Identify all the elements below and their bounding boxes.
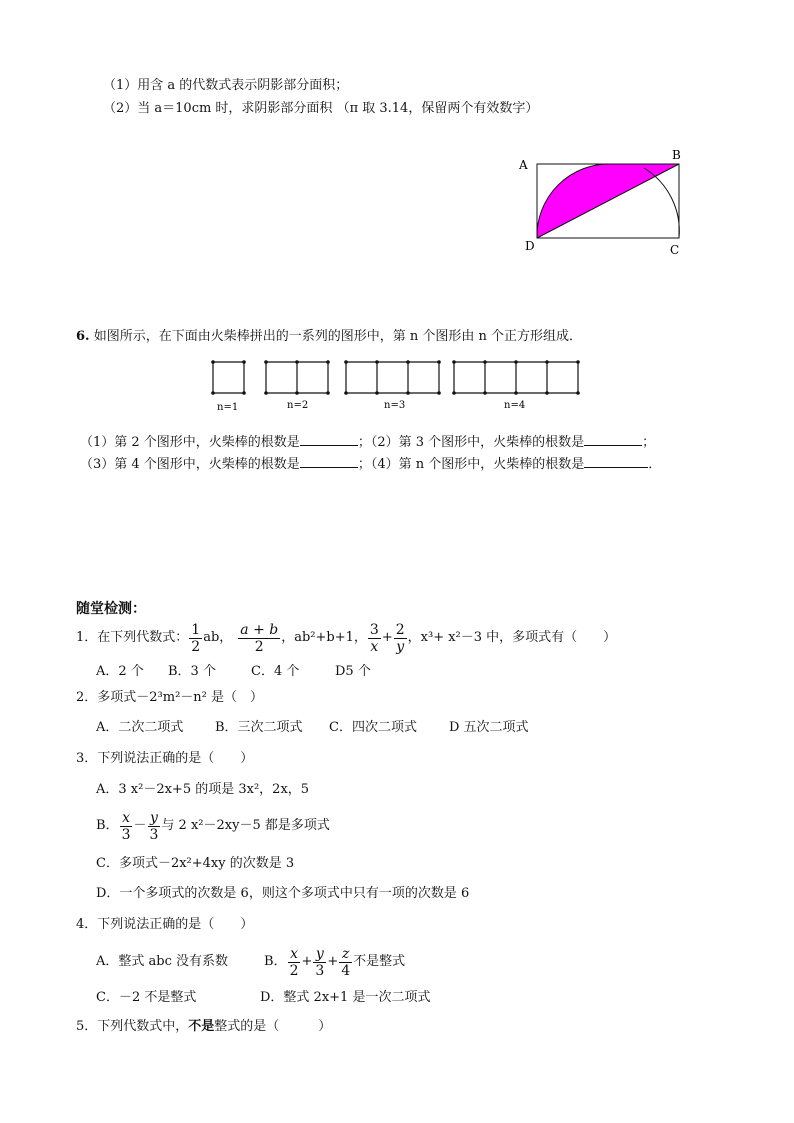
quiz-q3-option-d[interactable]: D．一个多项式的次数是 6，则这个多项式中只有一项的次数是 6 (96, 886, 470, 901)
q6-stem (76, 329, 582, 345)
matchstick-joint (437, 391, 441, 395)
matchstick-joint (264, 391, 268, 395)
label-d: D (525, 239, 535, 253)
q5-part1: （1）用含 a 的代数式表示阴影部分面积； (103, 78, 349, 93)
q6-sub4-end: ． (648, 457, 662, 472)
quiz-q1-option-d[interactable]: D5 个 (335, 664, 371, 679)
matchstick-group-n4 (452, 360, 580, 395)
matchstick-joint (545, 391, 549, 395)
quiz-q3-option-b[interactable] (96, 806, 330, 846)
quiz-q3-b-prefix: B． (96, 818, 119, 833)
matchstick-joint (295, 360, 299, 364)
quiz-q1-option-c[interactable]: C．4 个 (251, 664, 300, 679)
matchstick-group-n2 (264, 360, 330, 395)
quiz-q1-prefix: 1．在下列代数式： (76, 630, 189, 645)
quiz-q1-option-a[interactable]: A．2 个 (96, 664, 144, 679)
fraction-x-3: $\frac{x}{3}$ (121, 809, 131, 843)
quiz-q2-option-a[interactable]: A．二次二项式 (96, 720, 184, 735)
answer-blank-3[interactable] (300, 455, 358, 468)
quiz-q4-b-suffix: 不是整式 (353, 954, 406, 969)
matchstick-joint (452, 391, 456, 395)
matchstick-joint (483, 391, 487, 395)
fraction-3-x: $\frac{3}{x}$ (369, 621, 379, 655)
matchstick-group-n3 (344, 360, 441, 395)
matchstick-joint (242, 360, 246, 364)
fraction-y-3b: $\frac{y}{3}$ (315, 945, 325, 979)
quiz-q4-options-ab (96, 942, 405, 982)
caption-n4: n=4 (504, 400, 526, 411)
matchstick-joint (344, 360, 348, 364)
caption-n1: n=1 (217, 402, 239, 413)
matchstick-joint (375, 360, 379, 364)
q6-sub4: ；（4）第 n 个图形中，火柴棒的根数是 (357, 457, 585, 472)
matchstick-group-n1 (211, 360, 246, 395)
quiz-q1-ab: ab， (203, 630, 233, 645)
label-a: A (519, 158, 528, 172)
q6-stem-text: 如图所示，在下面由火柴棒拼出的一系列的图形中，第 n 个图形由 n 个正方形组成． (93, 329, 582, 344)
quiz-q3-b-suffix: 与 2 x²－2xy－5 都是多项式 (161, 818, 330, 833)
matchstick-joint (576, 391, 580, 395)
q6-sub1: （1）第 2 个图形中，火柴棒的根数是 (80, 435, 300, 450)
quiz-q1-stem (76, 618, 616, 658)
quiz-q1-option-b[interactable]: B．3 个 (168, 664, 216, 679)
label-b: B (672, 148, 681, 162)
quiz-q1-suffix: ，x³+ x²－3 中，多项式有（ ） (407, 630, 617, 645)
fraction-y-3: $\frac{y}{3}$ (149, 809, 159, 843)
q5-part2: （2）当 a＝10cm 时，求阴影部分面积 （π 取 3.14，保留两个有效数字） (103, 101, 539, 116)
q6-number: 6. (76, 329, 90, 344)
quiz-q4-option-d[interactable]: D．整式 2x+1 是一次二项式 (260, 990, 431, 1005)
quiz-q3-stem: 3．下列说法正确的是（ ） (76, 751, 254, 766)
quiz-q4-option-c[interactable]: C．－2 不是整式 (96, 990, 197, 1005)
matchstick-joint (326, 391, 330, 395)
quiz-heading: 随堂检测： (76, 601, 146, 617)
fraction-a-plus-b: $\frac{a + b}{2}$ (240, 621, 279, 655)
quiz-q4-b-prefix: B． (264, 954, 287, 969)
matchstick-joint (375, 391, 379, 395)
quiz-q2-stem: 2．多项式－2³m²－n² 是（ ） (76, 690, 264, 705)
q6-sub3: （3）第 4 个图形中，火柴棒的根数是 (80, 457, 300, 472)
quiz-q2-option-d[interactable]: D 五次二项式 (449, 720, 529, 735)
q6-sub2-end: ； (642, 435, 656, 450)
fraction-2-y: $\frac{2}{y}$ (395, 621, 405, 655)
plus-sign-2: + (327, 954, 339, 969)
matchstick-joint (344, 391, 348, 395)
matchstick-joint (326, 360, 330, 364)
quiz-q5-emphasis: 不是 (188, 1019, 215, 1034)
label-c: C (670, 243, 680, 257)
matchstick-joint (483, 360, 487, 364)
matchstick-joint (211, 391, 215, 395)
matchstick-joint (514, 391, 518, 395)
quiz-q4-option-a[interactable]: A．整式 abc 没有系数 (96, 954, 229, 969)
matchstick-joint (576, 360, 580, 364)
q6-row2 (80, 455, 661, 473)
matchstick-figures (205, 355, 590, 415)
q6-sub2: ；（2）第 3 个图形中，火柴棒的根数是 (357, 435, 585, 450)
plus-sign-1: + (301, 954, 313, 969)
caption-n3: n=3 (384, 400, 406, 411)
answer-blank-1[interactable] (300, 433, 358, 446)
matchstick-joint (514, 360, 518, 364)
matchstick-joint (264, 360, 268, 364)
matchstick-joint (545, 360, 549, 364)
matchstick-joint (211, 360, 215, 364)
quiz-q5-prefix: 5．下列代数式中， (76, 1019, 189, 1034)
matchstick-joint (437, 360, 441, 364)
minus-sign: － (133, 818, 147, 833)
fraction-1-2: $\frac{1}{2}$ (191, 621, 201, 655)
fraction-x-2: $\frac{x}{2}$ (289, 945, 299, 979)
rectangle-figure (512, 146, 692, 262)
quiz-q5-suffix: 整式的是（ ） (214, 1019, 332, 1034)
quiz-q4-stem: 4．下列说法正确的是（ ） (76, 917, 254, 932)
plus-sign: + (381, 630, 393, 645)
matchstick-joint (295, 391, 299, 395)
quiz-q4-option-b[interactable] (264, 946, 405, 979)
matchstick-joint (452, 360, 456, 364)
quiz-q1-options (96, 664, 371, 680)
answer-blank-2[interactable] (584, 433, 642, 446)
quiz-q4-options-cd (96, 990, 430, 1006)
matchstick-joint (406, 360, 410, 364)
matchstick-joint (242, 391, 246, 395)
quiz-q3-option-a[interactable]: A．3 x²－2x+5 的项是 3x²，2x，5 (96, 782, 310, 797)
quiz-q3-option-c[interactable]: C．多项式－2x²+4xy 的次数是 3 (96, 856, 295, 871)
answer-blank-4[interactable] (584, 455, 648, 468)
quiz-q2-option-c[interactable]: C．四次二项式 (329, 720, 417, 735)
fraction-z-4: $\frac{z}{4}$ (341, 945, 351, 979)
q6-row1 (80, 433, 655, 451)
caption-n2: n=2 (287, 400, 309, 411)
quiz-q1-mid: ，ab²+b+1， (281, 630, 367, 645)
quiz-q5-stem (76, 1019, 331, 1035)
quiz-q2-option-b[interactable]: B．三次二项式 (215, 720, 303, 735)
quiz-q2-options (96, 720, 529, 736)
matchstick-joint (406, 391, 410, 395)
